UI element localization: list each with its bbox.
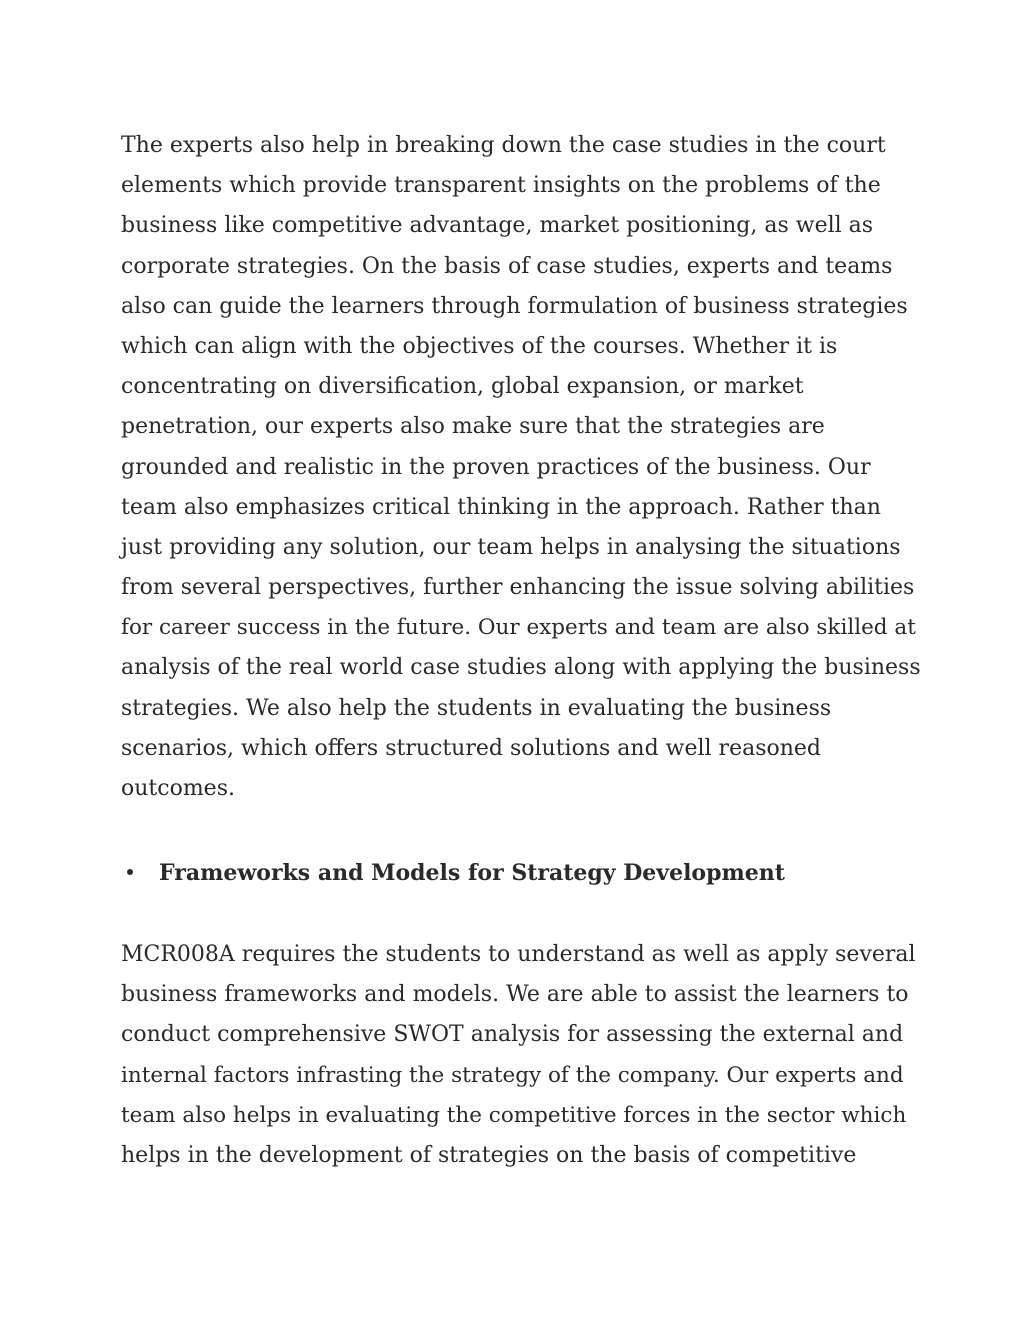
text-line: scenarios, which offers structured solutions and well reasoned: [121, 735, 822, 761]
text-line: which can align with the objectives of the courses. Whether it is: [121, 333, 838, 359]
text-line: also can guide the learners through formulation of business strategies: [121, 293, 908, 319]
bullet-list-item: [121, 853, 921, 893]
text-line: corporate strategies. On the basis of case studies, experts and teams: [121, 253, 893, 279]
text-line: elements which provide transparent insights on the problems of the: [121, 173, 881, 199]
text-line: for career success in the future. Our experts and team are also skilled at: [121, 615, 916, 641]
text-line: grounded and realistic in the proven practices of the business. Our: [121, 454, 871, 480]
text-line: just providing any solution, our team helps in analysing the situations: [121, 534, 901, 560]
text-line: penetration, our experts also make sure that the strategies are: [121, 414, 825, 440]
text-line: internal factors infrasting the strategy of the company. Our experts and: [121, 1062, 904, 1088]
bullet-icon: [127, 869, 133, 875]
text-line: concentrating on diversification, global expansion, or market: [121, 374, 804, 400]
text-line: team also emphasizes critical thinking in the approach. Rather than: [121, 494, 881, 520]
text-line: helps in the development of strategies on the basis of competitive: [121, 1142, 857, 1168]
section-heading: Frameworks and Models for Strategy Development: [159, 860, 785, 886]
text-line: strategies. We also help the students in evaluating the business: [121, 695, 832, 721]
body-paragraph-2: [121, 935, 921, 1176]
text-line: team also helps in evaluating the competitive forces in the sector which: [121, 1102, 907, 1128]
text-line: business like competitive advantage, market positioning, as well as: [121, 213, 874, 239]
text-line: MCR008A requires the students to understand as well as apply several: [121, 942, 916, 967]
body-paragraph-1: [121, 126, 921, 809]
text-line: The experts also help in breaking down the case studies in the court: [121, 133, 886, 158]
text-line: business frameworks and models. We are able to assist the learners to: [121, 982, 909, 1008]
text-line: outcomes.: [121, 776, 235, 801]
text-line: from several perspectives, further enhancing the issue solving abilities: [121, 575, 915, 601]
text-line: conduct comprehensive SWOT analysis for assessing the external and: [121, 1022, 904, 1048]
text-line: analysis of the real world case studies along with applying the business: [121, 655, 921, 681]
